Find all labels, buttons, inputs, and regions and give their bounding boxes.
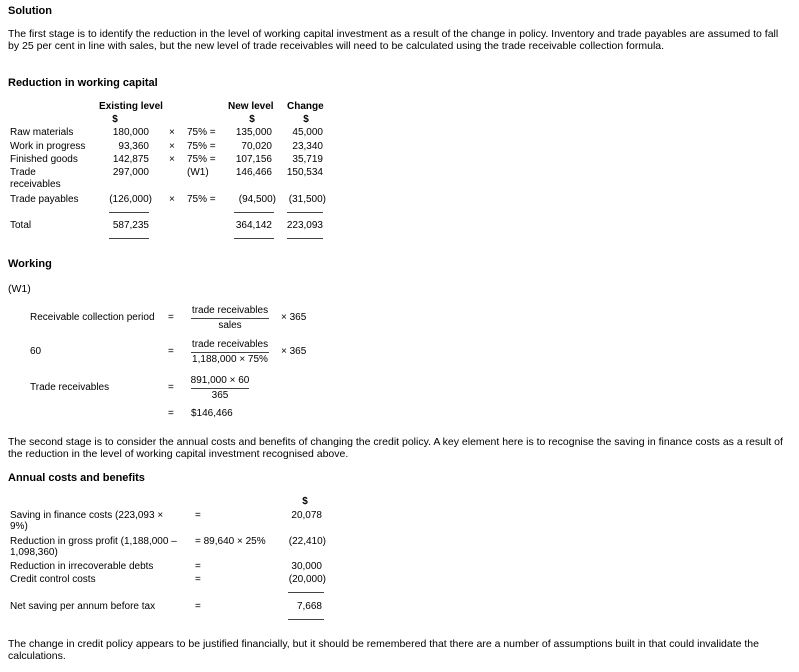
multiplier: × 365 [281,312,307,323]
wc-table-heading: Reduction in working capital [8,77,158,89]
fraction-bar [191,318,269,319]
row-factor: 75% = [187,154,216,165]
row-label-line-1: Trade [10,167,36,178]
fraction-numerator: trade receivables [191,305,269,316]
row-new: 107,156 [235,154,272,165]
total-new: 364,142 [235,220,272,231]
total-rule-top [109,212,149,213]
total-rule-bottom [287,238,323,239]
row-label: Work in progress [10,141,86,152]
row-new: 70,020 [241,141,272,152]
annual-value: 30,000 [291,561,322,572]
header-change: Change [287,101,324,112]
row-new: (94,500) [238,194,276,205]
annual-calc: = [195,510,201,521]
annual-label-line-1: Reduction in gross profit (1,188,000 – [10,536,177,547]
annual-value: (22,410) [288,536,326,547]
multiplier: × 365 [281,346,307,357]
header-new: New level [228,101,274,112]
net-rule-bottom [288,619,324,620]
annual-calc: = [195,574,201,585]
fraction-denominator: 1,188,000 × 75% [192,354,268,365]
total-existing: 587,235 [112,220,149,231]
solution-heading: Solution [8,5,52,17]
row-label-line-2: receivables [10,179,61,190]
header-existing-currency: $ [112,114,118,125]
multiply-sign: × [169,127,175,138]
net-value: 7,668 [296,601,322,612]
equals-sign: = [168,408,174,419]
total-change: 223,093 [286,220,323,231]
total-rule-top [287,212,323,213]
annual-heading: Annual costs and benefits [8,472,145,484]
net-label: Net saving per annum before tax [10,601,156,612]
multiply-sign: × [169,194,175,205]
closing-paragraph: The change in credit policy appears to be justified financially, but it should be remembered that there are a number of assumptions built in that could invalidate the calculations. [8,638,759,662]
w1-label: (W1) [8,283,31,295]
annual-label: Reduction in irrecoverable debts [10,561,154,572]
row-label: Raw materials [10,127,74,138]
row-label: Finished goods [10,154,78,165]
fraction-denominator: 365 [211,390,229,401]
row-factor: 75% = [187,127,216,138]
row-factor: (W1) [187,167,209,178]
working-result: $146,466 [191,408,233,419]
row-existing: (126,000) [109,194,152,205]
second-paragraph: The second stage is to consider the annual costs and benefits of changing the credit policy. A key element here is to recognise the saving in finance costs as a result of the reduction in the level of working capital investment recognised above. [8,436,783,460]
header-existing: Existing level [99,101,163,112]
total-label: Total [10,220,32,231]
row-existing: 93,360 [118,141,149,152]
annual-label-line-2: 9%) [10,521,28,532]
row-label: Trade payables [10,194,79,205]
annual-label-line-2: 1,098,360) [10,547,58,558]
equals-sign: = [168,312,174,323]
row-change: 35,719 [292,154,323,165]
row-factor: 75% = [187,141,216,152]
multiply-sign: × [169,141,175,152]
net-calc: = [195,601,201,612]
row-existing: 297,000 [112,167,149,178]
total-rule-bottom [234,238,274,239]
total-rule-top [234,212,274,213]
equals-sign: = [168,346,174,357]
annual-value: 20,078 [291,510,322,521]
row-existing: 180,000 [112,127,149,138]
annual-calc: = [195,561,201,572]
header-new-currency: $ [249,114,255,125]
header-change-currency: $ [303,114,309,125]
row-change: 150,534 [286,167,323,178]
working-label: 60 [30,346,42,357]
fraction-numerator: 891,000 × 60 [190,375,250,386]
row-factor: 75% = [187,194,216,205]
fraction-bar [191,388,249,389]
working-label: Receivable collection period [30,312,155,323]
fraction-denominator: sales [218,320,242,331]
fraction-numerator: trade receivables [191,339,269,350]
fraction-bar [191,352,269,353]
annual-calc: = 89,640 × 25% [195,536,266,547]
intro-paragraph: The first stage is to identify the reduction in the level of working capital investment as a result of the change in policy. Inventory and trade payables are assumed to fall by 25 per cent in line with sales, but the new level of trade receivables will need to be calculated using the trade receivable collection formula. [8,28,779,52]
row-new: 146,466 [235,167,272,178]
row-existing: 142,875 [112,154,149,165]
annual-currency: $ [302,496,308,507]
total-rule-bottom [109,238,149,239]
annual-value: (20,000) [288,574,326,585]
net-rule-top [288,592,324,593]
multiply-sign: × [169,154,175,165]
annual-label: Credit control costs [10,574,96,585]
row-change: 23,340 [292,141,323,152]
row-change: (31,500) [288,194,326,205]
row-change: 45,000 [292,127,323,138]
working-heading: Working [8,258,52,270]
working-label: Trade receivables [30,382,110,393]
equals-sign: = [168,382,174,393]
annual-label-line-1: Saving in finance costs (223,093 × [10,510,164,521]
row-new: 135,000 [235,127,272,138]
